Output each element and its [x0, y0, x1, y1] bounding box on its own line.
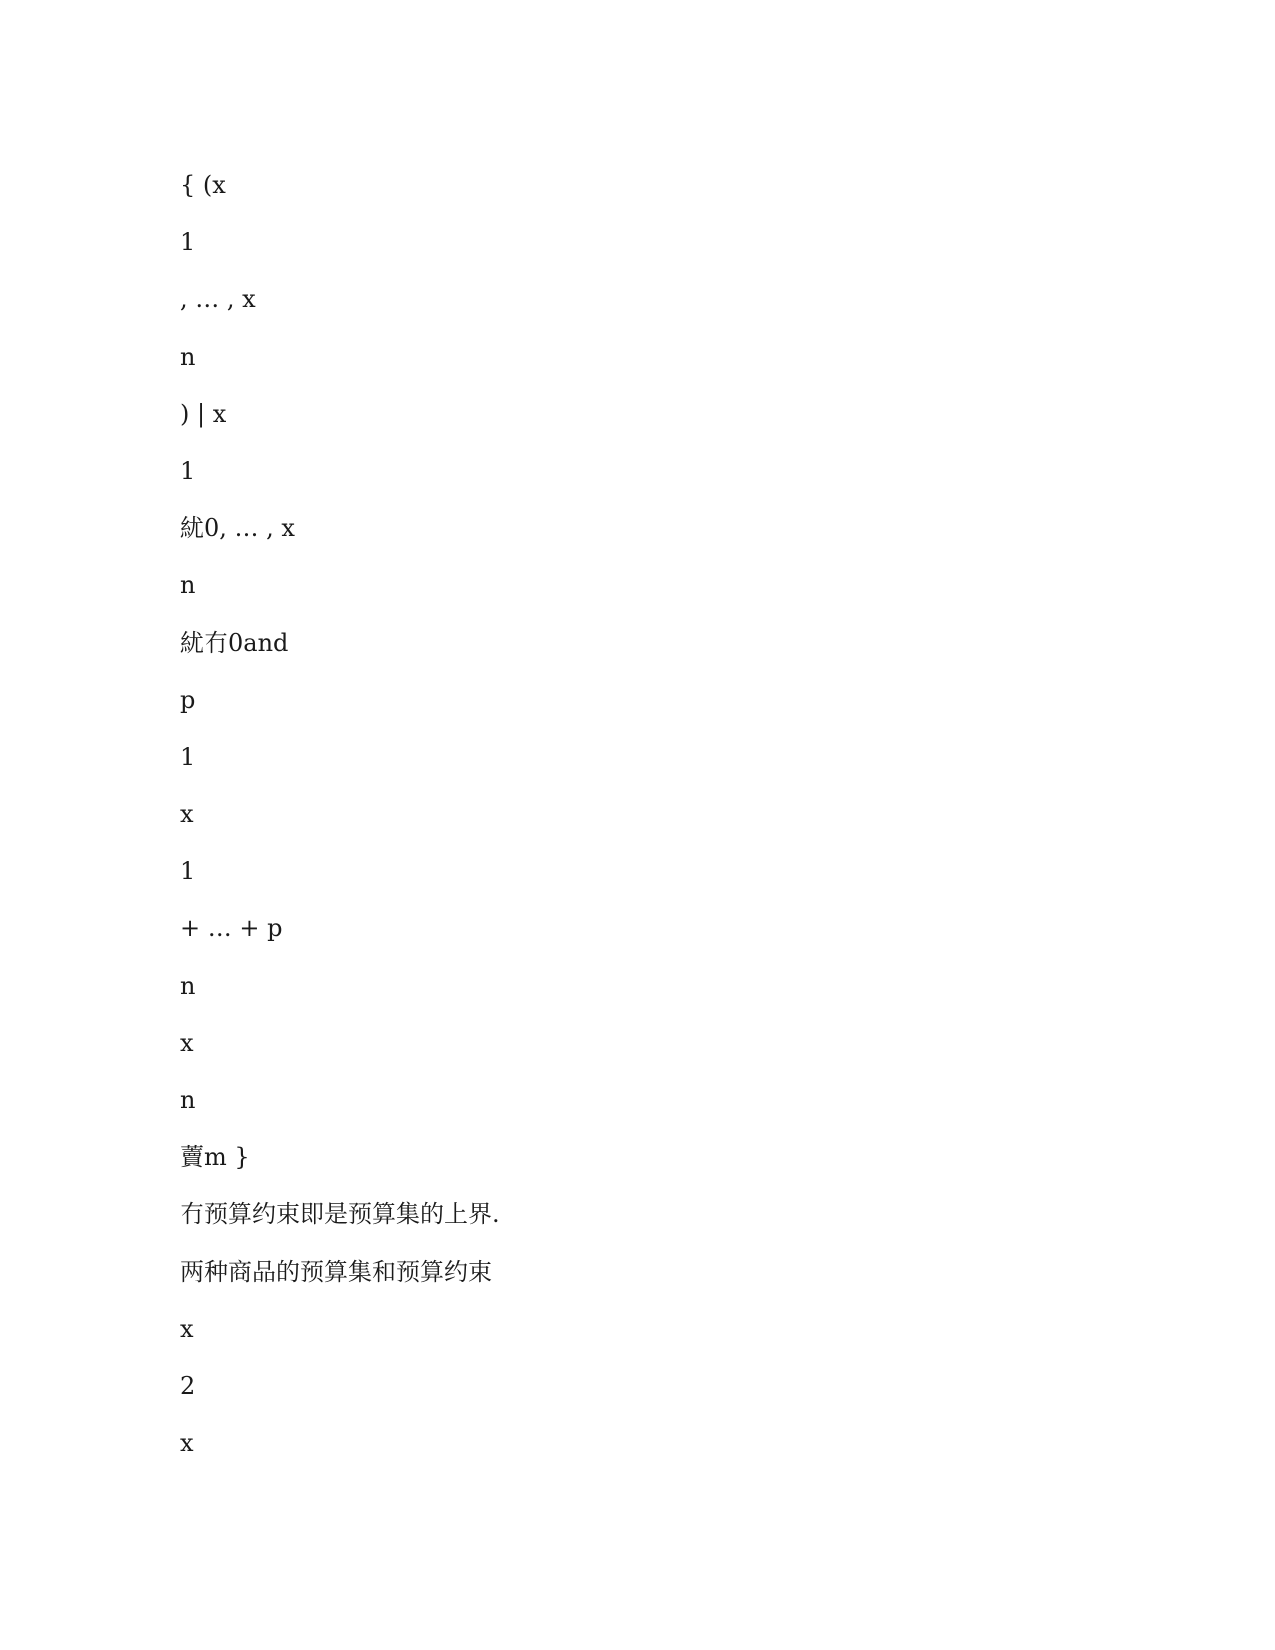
- text-line: 藚m }: [180, 1143, 250, 1172]
- text-line: n: [180, 342, 196, 371]
- text-line: n: [180, 571, 196, 600]
- text-line: + … + p: [180, 914, 283, 943]
- text-line: 1: [180, 456, 196, 485]
- text-line: x: [180, 1028, 194, 1057]
- text-line: { (x: [180, 171, 226, 199]
- text-line: ) | x: [180, 399, 227, 428]
- text-line: x: [180, 1429, 194, 1458]
- text-line: , … , x: [180, 285, 256, 314]
- text-line: 两种商品的预算集和预算约束: [180, 1257, 492, 1286]
- text-line: 2: [180, 1371, 196, 1400]
- text-line: 冇预算约束即是预算集的上界.: [180, 1200, 500, 1229]
- text-line: x: [180, 800, 194, 829]
- text-line: n: [180, 971, 196, 1000]
- text-line: 1: [180, 228, 196, 257]
- text-line: 1: [180, 742, 196, 771]
- text-line: 紌0, … , x: [180, 514, 295, 543]
- text-line: n: [180, 1086, 196, 1114]
- text-line: 1: [180, 857, 196, 886]
- text-line: 紌冇0and: [180, 628, 289, 657]
- text-line: p: [180, 685, 196, 714]
- document-body: [180, 165, 1080, 1480]
- text-line: x: [180, 1314, 194, 1343]
